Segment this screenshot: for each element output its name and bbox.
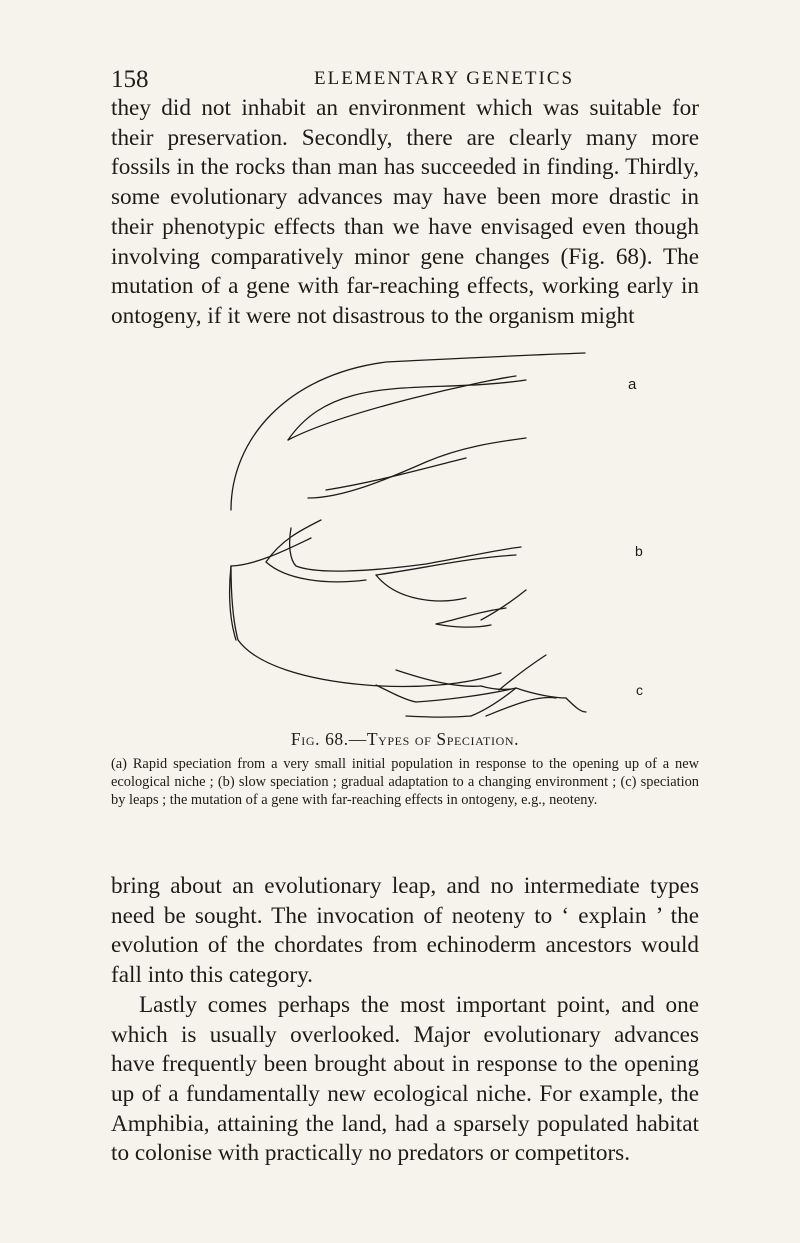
speciation-diagram: [226, 350, 666, 730]
speciation-lineages: [230, 353, 586, 717]
running-head: ELEMENTARY GENETICS: [314, 68, 575, 89]
speciation-figure: [226, 350, 666, 730]
paragraph: Lastly comes perhaps the most important point, and one which is usually overlooked. Major evolutionary advances have frequently been brought about in response to the opening up of a fundamentally new ecological niche. For example, the Amphibia, attaining the land, had a sparsely populated habitat to colonise with practically no predators or competitors.: [111, 991, 699, 1167]
figure-label-a: a: [628, 376, 637, 393]
paragraph: they did not inhabit an environment which was suitable for their preservation. Secondly, there are clearly many more fossils in the rocks than man has succeeded in finding. Thirdly, some evolutionary advances may have been more drastic in their phenotypic effects than we have envisaged even though involving comparatively minor gene changes (Fig. 68). The mutation of a gene with far-reaching effects, working early in ontogeny, if it were not disastrous to the organism might: [111, 95, 699, 329]
body-text-top: [111, 94, 699, 332]
figure-label-b: b: [635, 543, 643, 559]
paragraph: bring about an evolutionary leap, and no intermediate types need be sought. The invocation of neoteny to ‘ explain ’ the evolution of the chordates from echinoderm ancestors would fall into this category.: [111, 873, 699, 989]
page-number: 158: [111, 66, 149, 93]
figure-caption-body: (a) Rapid speciation from a very small initial population in response to the opening up of a new ecological niche ; (b) slow speciation ; gradual adaptation to a changing environment ; (c) speciation by leaps ; the mutation of a gene with far-reaching effects in ontogeny, e.g., neoteny.: [111, 756, 699, 808]
figure-label-c: c: [636, 682, 643, 698]
figure-caption-title: Fig. 68.—Types of Speciation.: [290, 729, 520, 749]
page-header: [111, 66, 701, 94]
body-text-bottom: [111, 872, 699, 1169]
